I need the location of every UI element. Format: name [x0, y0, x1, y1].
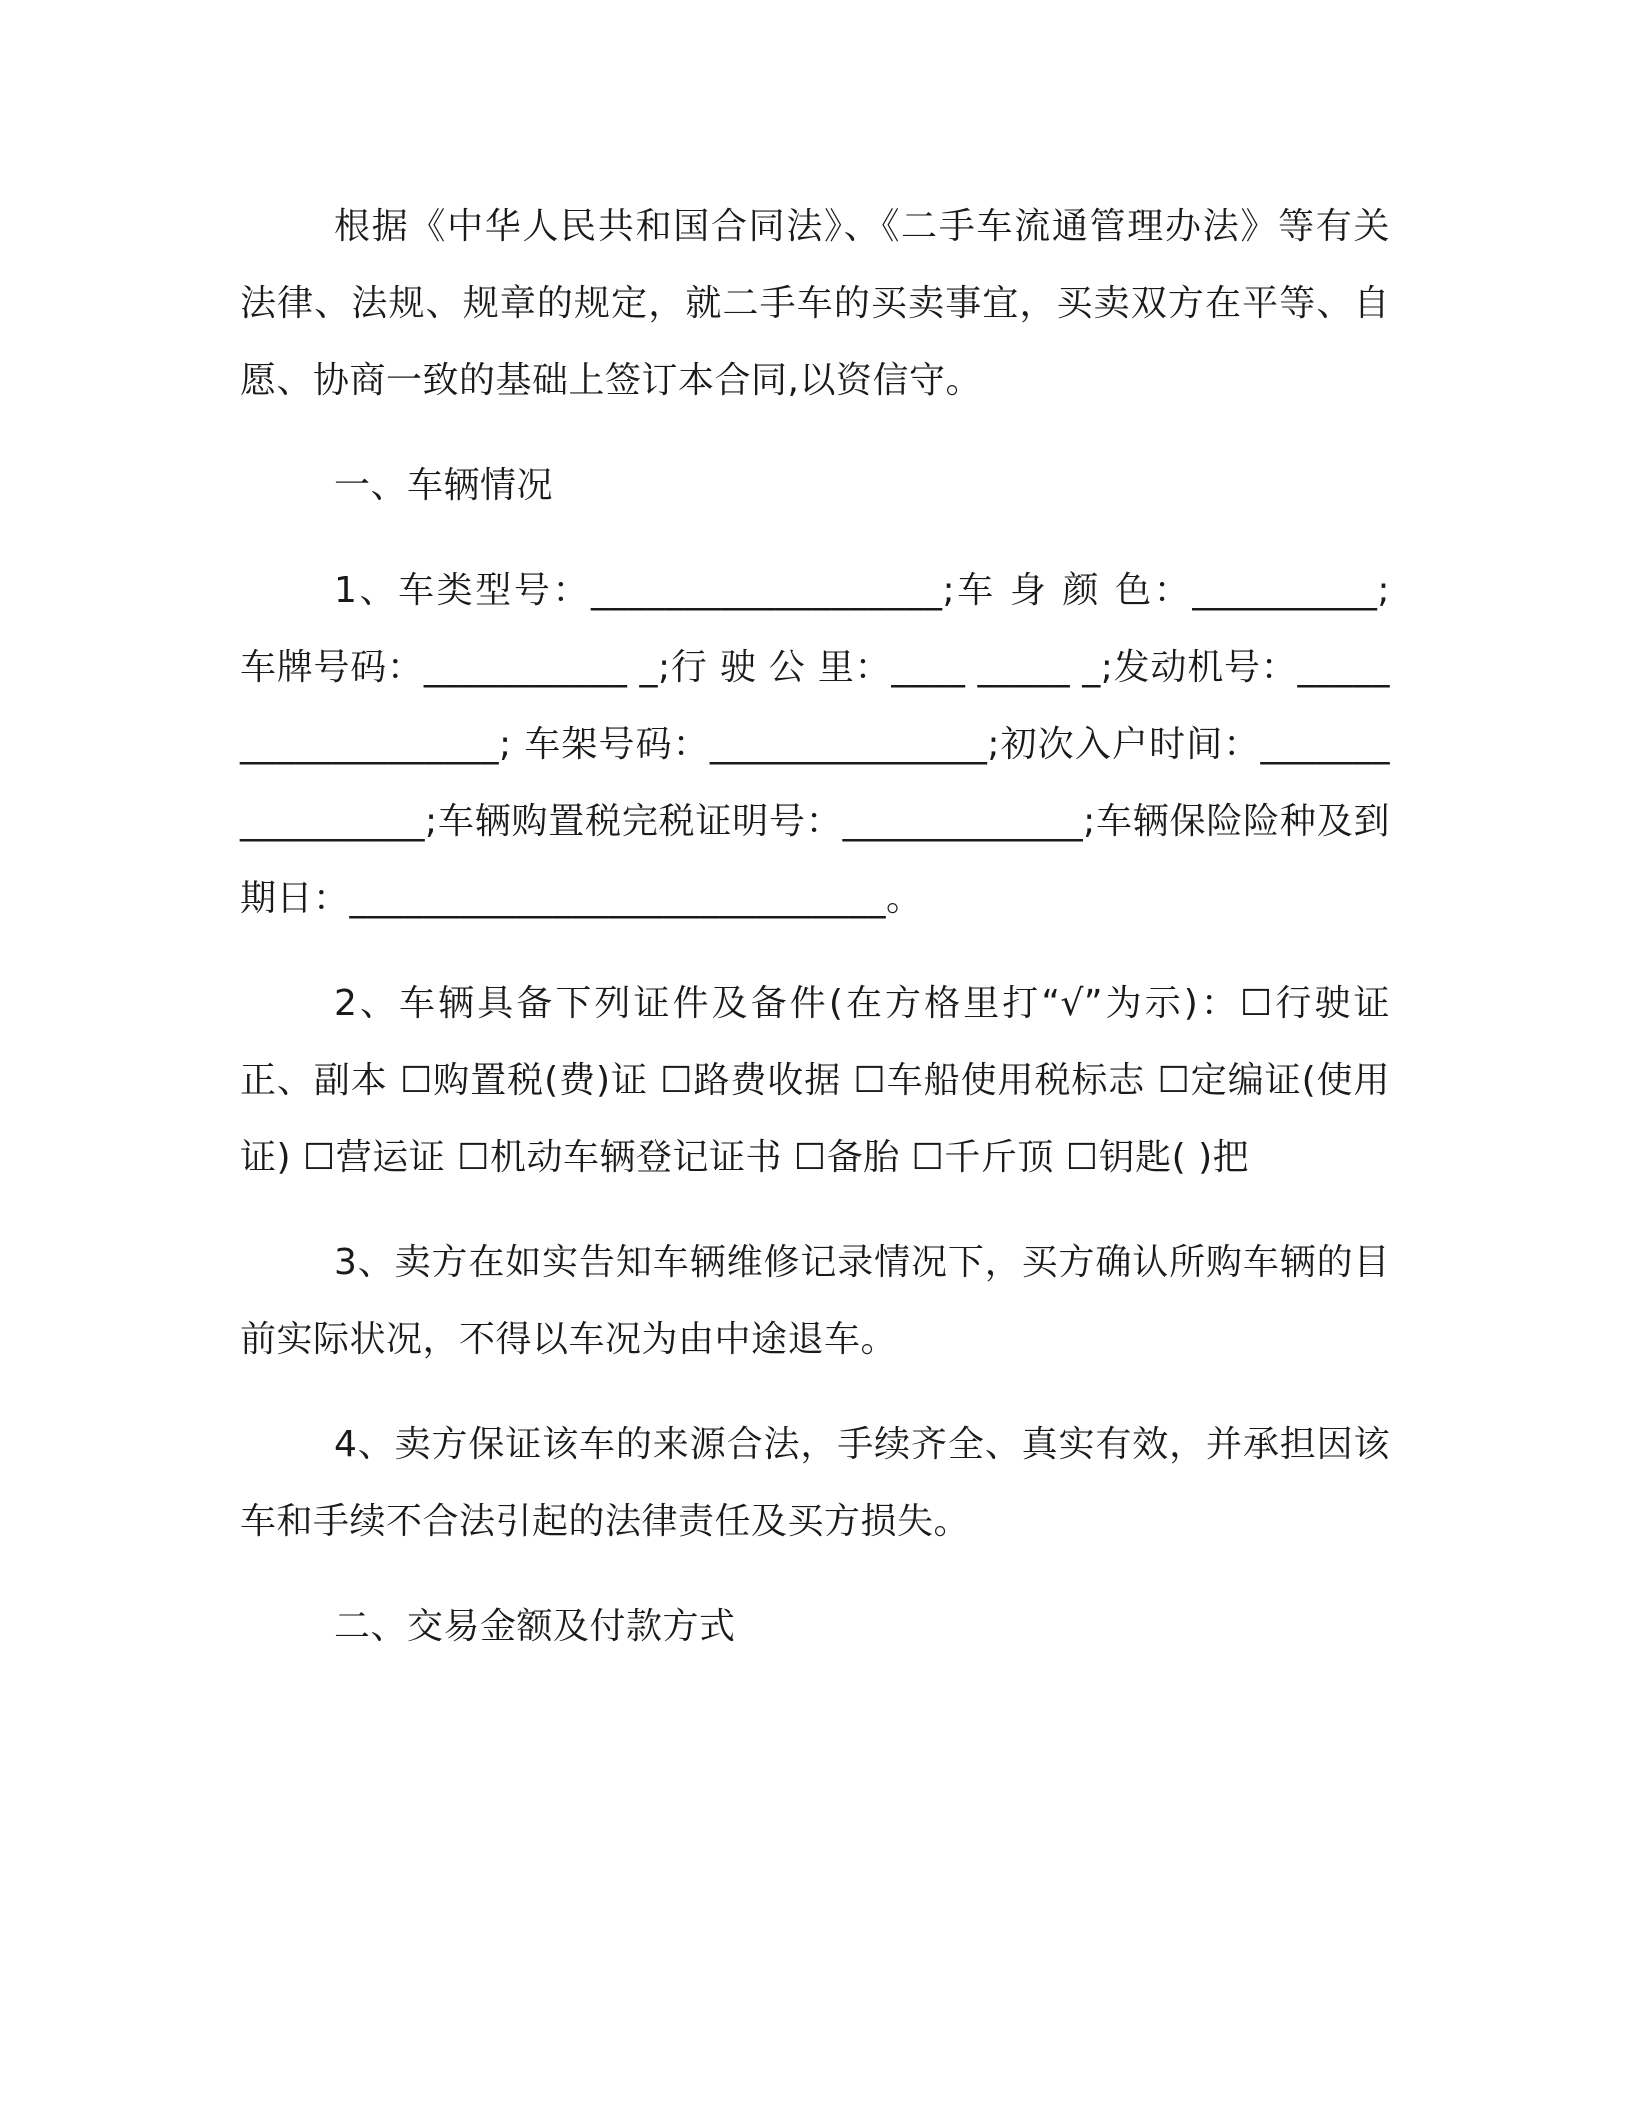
spacer: [240, 419, 1390, 447]
intro-paragraph: 根据《中华人民共和国合同法》、《二手车流通管理办法》等有关法律、法规、规章的规定，就二手车的买卖事宜，买卖双方在平等、自愿、协商一致的基础上签订本合同,以资信守。: [240, 206, 1390, 401]
spacer: [240, 937, 1390, 965]
item-1-vehicle-info: 1、车类型号：___________________;车 身 颜 色：__________;车牌号码：___________ _;行 驶 公 里：____ _____ _;发动机号：___________________; 车架号码：_______________;初次入户时间：_________________;车辆购置税完税证明号：_____________;车辆保险险种及到期日：_____________________________。: [240, 570, 1390, 919]
section-2-heading: 二、交易金额及付款方式: [334, 1606, 736, 1647]
spacer: [240, 524, 1390, 552]
contract-page: [240, 188, 1390, 1665]
item-2-documents-checklist: 2、车辆具备下列证件及备件(在方格里打“√”为示)：☐行驶证正、副本 ☐购置税(费)证 ☐路费收据 ☐车船使用税标志 ☐定编证(使用证) ☐营运证 ☐机动车辆登记证书 ☐备胎 ☐千斤顶 ☐钥匙( )把: [240, 983, 1390, 1178]
spacer: [240, 1378, 1390, 1406]
spacer: [240, 1560, 1390, 1588]
spacer: [240, 1196, 1390, 1224]
item-3-condition-clause: 3、卖方在如实告知车辆维修记录情况下，买方确认所购车辆的目前实际状况，不得以车况为由中途退车。: [240, 1242, 1390, 1360]
item-4-seller-guarantee: 4、卖方保证该车的来源合法，手续齐全、真实有效，并承担因该车和手续不合法引起的法律责任及买方损失。: [240, 1424, 1390, 1542]
section-1-heading: 一、车辆情况: [334, 465, 554, 506]
